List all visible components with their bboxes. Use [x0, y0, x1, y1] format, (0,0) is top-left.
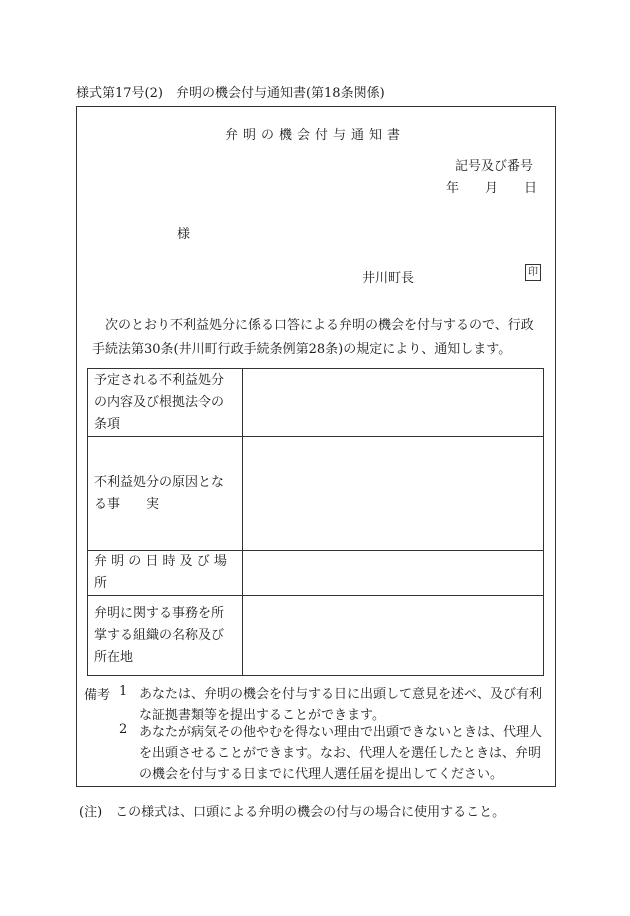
sender-name: 井川町長 — [362, 271, 415, 286]
remark-text: あなたが病気その他やむを得ない理由で出頭できないときは、代理人を出頭させることができます。なお、代理人を選任したときは、弁明の機会を付与する日までに代理人選任届を提出してください。 — [139, 725, 543, 782]
footnote: (注) この様式は、口頭による弁明の機会の付与の場合に使用すること。 — [79, 805, 506, 820]
row-value-office — [243, 596, 544, 676]
row-value-datetime — [243, 551, 544, 596]
remark-text: あなたは、弁明の機会を付与する日に出頭して意見を述べ、及び有利な証拠書類等を提出することができます。 — [139, 687, 543, 723]
row-label-datetime: 弁 明 の 日 時 及 び 場 所 — [88, 551, 243, 596]
row-value-cause — [243, 437, 544, 551]
table-row — [88, 551, 544, 596]
document-title: 弁明の機会付与通知書 — [224, 128, 405, 143]
row-label-cause: 不利益処分の原因となる事 実 — [88, 437, 243, 551]
body-paragraph — [92, 314, 542, 362]
document-date — [446, 177, 537, 196]
recipient-suffix: 様 — [177, 227, 191, 242]
table-row — [88, 437, 544, 551]
row-value-disposition — [243, 369, 544, 437]
row-label-disposition: 予定される不利益処分の内容及び根拠法令の条項 — [88, 369, 243, 437]
date-month: 月 — [485, 181, 499, 196]
document-number-label: 記号及び番号 — [455, 159, 534, 174]
remarks-label: 備考 — [84, 688, 111, 703]
row-label-office: 弁明に関する事務を所掌する組織の名称及び所在地 — [88, 596, 243, 676]
remark-number: 1 — [119, 684, 128, 699]
date-year: 年 — [446, 181, 460, 196]
body-text: 次のとおり不利益処分に係る口答による弁明の機会を付与するので、行政手続法第30条(井川町行政手続条例第28条)の規定により、通知します。 — [92, 318, 534, 357]
seal-stamp: 印 — [525, 264, 541, 281]
info-table — [87, 368, 544, 676]
table-row — [88, 596, 544, 676]
remark-number: 2 — [119, 722, 128, 737]
form-reference: 様式第17号(2) 弁明の機会付与通知書(第18条関係) — [76, 86, 385, 101]
date-day: 日 — [524, 181, 538, 196]
table-row — [88, 369, 544, 437]
